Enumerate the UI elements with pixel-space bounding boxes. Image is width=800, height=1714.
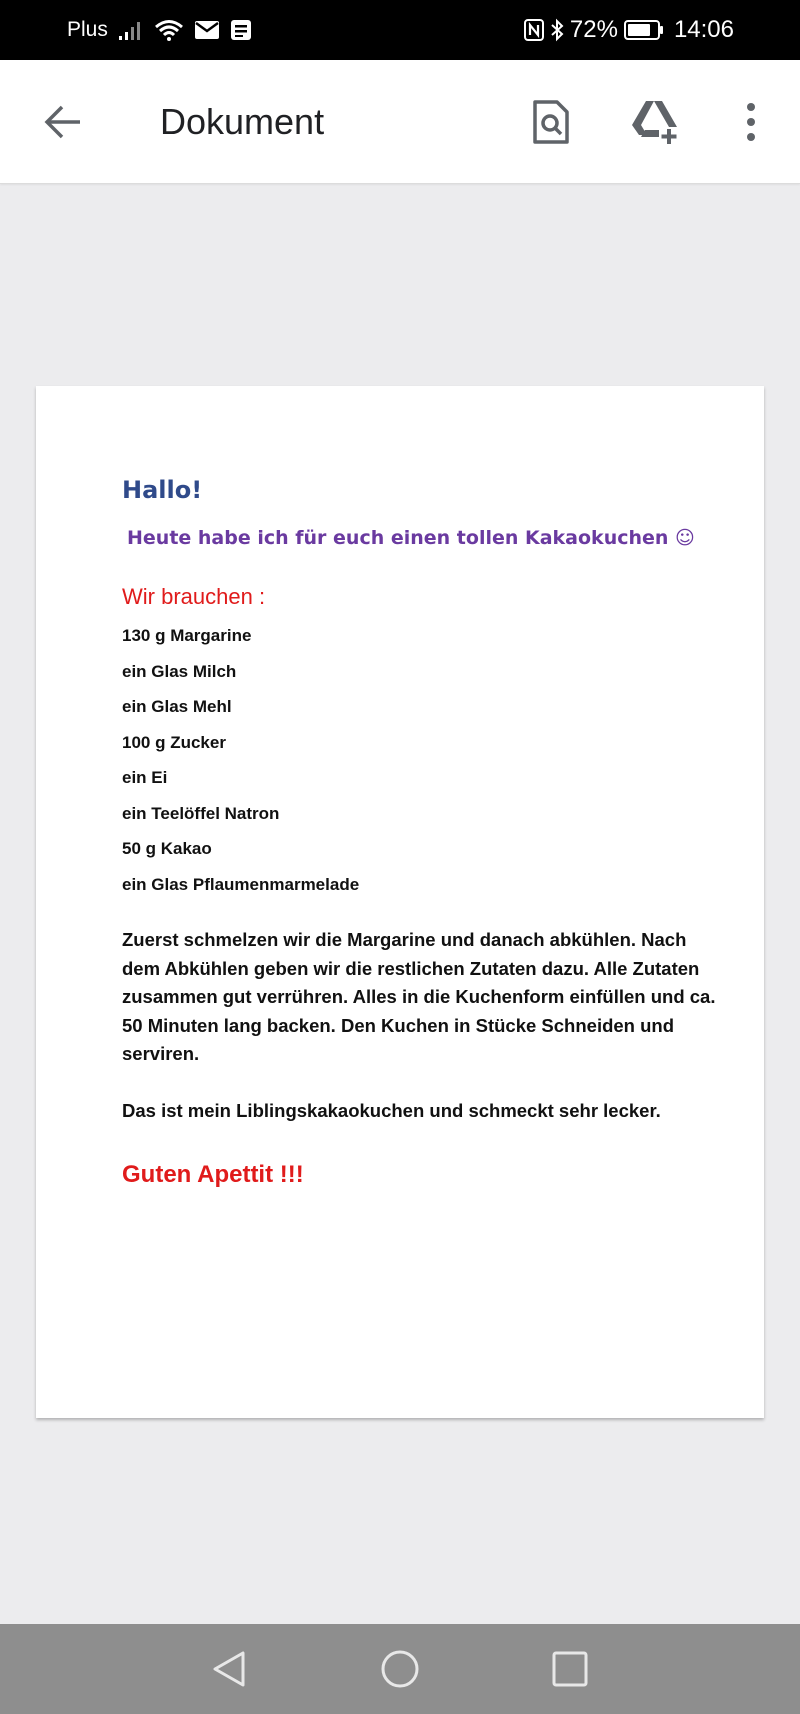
add-to-drive-icon	[631, 99, 683, 145]
find-in-document-icon	[532, 99, 570, 145]
mail-icon	[194, 20, 220, 40]
ingredient-item: ein Glas Mehl	[122, 697, 232, 716]
more-options-button[interactable]	[736, 96, 766, 148]
nav-home-icon	[380, 1649, 420, 1689]
battery-icon	[624, 20, 664, 40]
ingredient-item: 100 g Zucker	[122, 732, 226, 752]
battery-percent: 72%	[569, 16, 618, 43]
nfc-icon	[524, 19, 544, 41]
instructions-paragraph: Zuerst schmelzen wir die Margarine und danach abkühlen. Nach dem Abkühlen geben wir die restlichen Zutaten dazu. Alle Zutaten zusammen gut verrühren. Alles in die Kuchenform einfüllen und ca. 50 Minuten lang backen. Den Kuchen in Stücke Schneiden und serviren.	[122, 929, 716, 1064]
greeting-heading: Hallo!	[122, 476, 203, 504]
ingredient-item: 50 g Kakao	[122, 839, 212, 858]
page-title: Dokument	[160, 101, 325, 142]
signal-icon	[118, 19, 144, 41]
navigation-bar	[0, 1624, 800, 1714]
document-content	[122, 474, 722, 1191]
ingredient-item: 130 g Margarine	[122, 626, 252, 645]
ingredients-list	[122, 618, 722, 902]
closing-paragraph: Das ist mein Liblingskakaokuchen und schmeckt sehr lecker.	[122, 1099, 661, 1121]
wifi-icon	[154, 18, 184, 42]
ingredient-item: ein Ei	[122, 768, 168, 787]
ingredient-item: ein Glas Milch	[122, 661, 237, 681]
nav-back-icon	[211, 1649, 247, 1689]
farewell-text: Guten Apettit !!!	[122, 1161, 304, 1188]
intro-line: Heute habe ich für euch einen tollen Kakaokuchen ☺	[127, 527, 695, 549]
ingredients-heading: Wir brauchen :	[122, 584, 266, 609]
carrier-label: Plus	[67, 18, 108, 41]
back-arrow-icon	[42, 104, 82, 140]
back-button[interactable]	[36, 96, 88, 148]
ingredient-item: ein Glas Pflaumenmarmelade	[122, 874, 360, 894]
nav-recents-icon	[551, 1650, 589, 1688]
status-right	[524, 0, 734, 60]
message-icon	[230, 19, 252, 41]
document-page	[36, 386, 764, 1418]
nav-back-button[interactable]	[206, 1646, 252, 1692]
find-in-document-button[interactable]	[528, 96, 574, 148]
nav-home-button[interactable]	[377, 1646, 423, 1692]
clock: 14:06	[673, 16, 734, 43]
more-vert-icon	[745, 102, 757, 142]
status-bar	[0, 0, 800, 60]
nav-recents-button[interactable]	[547, 1646, 593, 1692]
status-left	[67, 0, 252, 60]
ingredient-item: ein Teelöffel Natron	[122, 803, 280, 823]
app-bar	[0, 60, 800, 184]
bluetooth-icon	[550, 18, 564, 42]
add-to-drive-button[interactable]	[628, 96, 686, 148]
